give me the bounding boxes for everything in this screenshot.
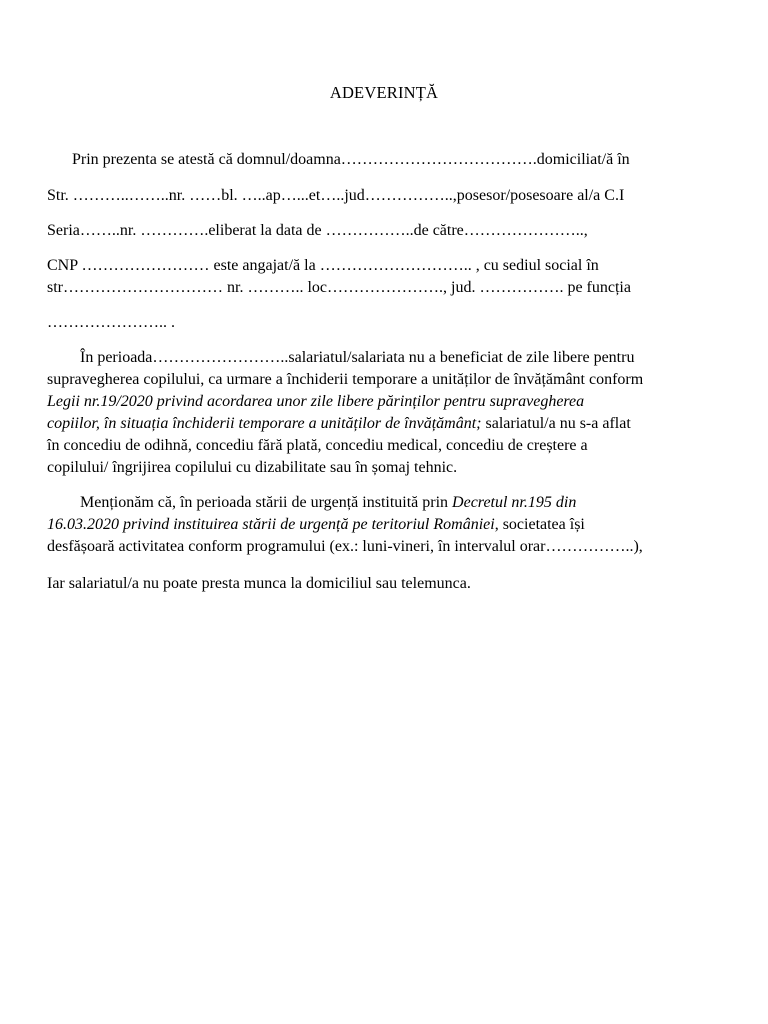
identity-line-3: Seria……..nr. ………….eliberat la data de ……………..de către………………….., [47, 222, 588, 239]
paragraph-emergency-line-2 [47, 514, 723, 536]
decree-reference-part-1: Decretul nr.195 din [452, 494, 577, 511]
law-reference-part-1: Legii nr.19/2020 privind acordarea unor zile libere părinților pentru supravegherea [47, 393, 585, 410]
paragraph-period-line-2: supravegherea copilului, ca urmare a închiderii temporare a unităților de învățământ conform [47, 371, 644, 388]
identity-line-2: Str. ………..……..nr. ……bl. …..ap…...et…..jud……………..,posesor/posesoare al/a C.I [47, 187, 625, 204]
document-title: ADEVERINȚĂ [329, 83, 439, 102]
paragraph-emergency-line-1 [47, 492, 723, 514]
paragraph-emergency-line-2-rest: , societatea își [494, 516, 585, 533]
paragraph-state-of-emergency [47, 492, 723, 558]
identity-line-4: CNP …………………… este angajat/ă la ……………………….. , cu sediul social în [47, 257, 599, 274]
paragraph-period-line-6: copilului/ îngrijirea copilului cu dizabilitate sau în șomaj tehnic. [47, 459, 458, 476]
paragraph-period-line-3 [47, 391, 723, 413]
paragraph-period-line-4 [47, 413, 723, 435]
identity-line-6: ………………….. . [47, 314, 175, 331]
paragraph-emergency-line-1-start: Menționăm că, în perioada stării de urgență instituită prin [80, 494, 453, 511]
paragraph-period-line-1: În perioada……………………..salariatul/salariata nu a beneficiat de zile libere pentru [80, 349, 635, 366]
paragraph-emergency-line-3: desfășoară activitatea conform programului (ex.: luni-vineri, în intervalul orar……………..), [47, 538, 643, 555]
law-reference-part-2: copiilor, în situația închiderii temporare a unităților de învățământ; [47, 415, 482, 432]
identity-line-1: Prin prezenta se atestă că domnul/doamna……………………………….domiciliat/ă în [72, 151, 630, 168]
closing-line: Iar salariatul/a nu poate presta munca la domiciliul sau telemunca. [47, 575, 471, 592]
decree-reference-part-2: 16.03.2020 privind instituirea stării de urgență pe teritoriul României [47, 516, 495, 533]
identity-line-5: str………………………… nr. ……….. loc…………………., jud. ……………. pe funcția [47, 279, 631, 296]
paragraph-period-line-5: în concediu de odihnă, concediu fără plată, concediu medical, concediu de creștere a [47, 437, 588, 454]
paragraph-period-line-4-rest: salariatul/a nu s-a aflat [481, 415, 631, 432]
paragraph-period [47, 347, 723, 479]
